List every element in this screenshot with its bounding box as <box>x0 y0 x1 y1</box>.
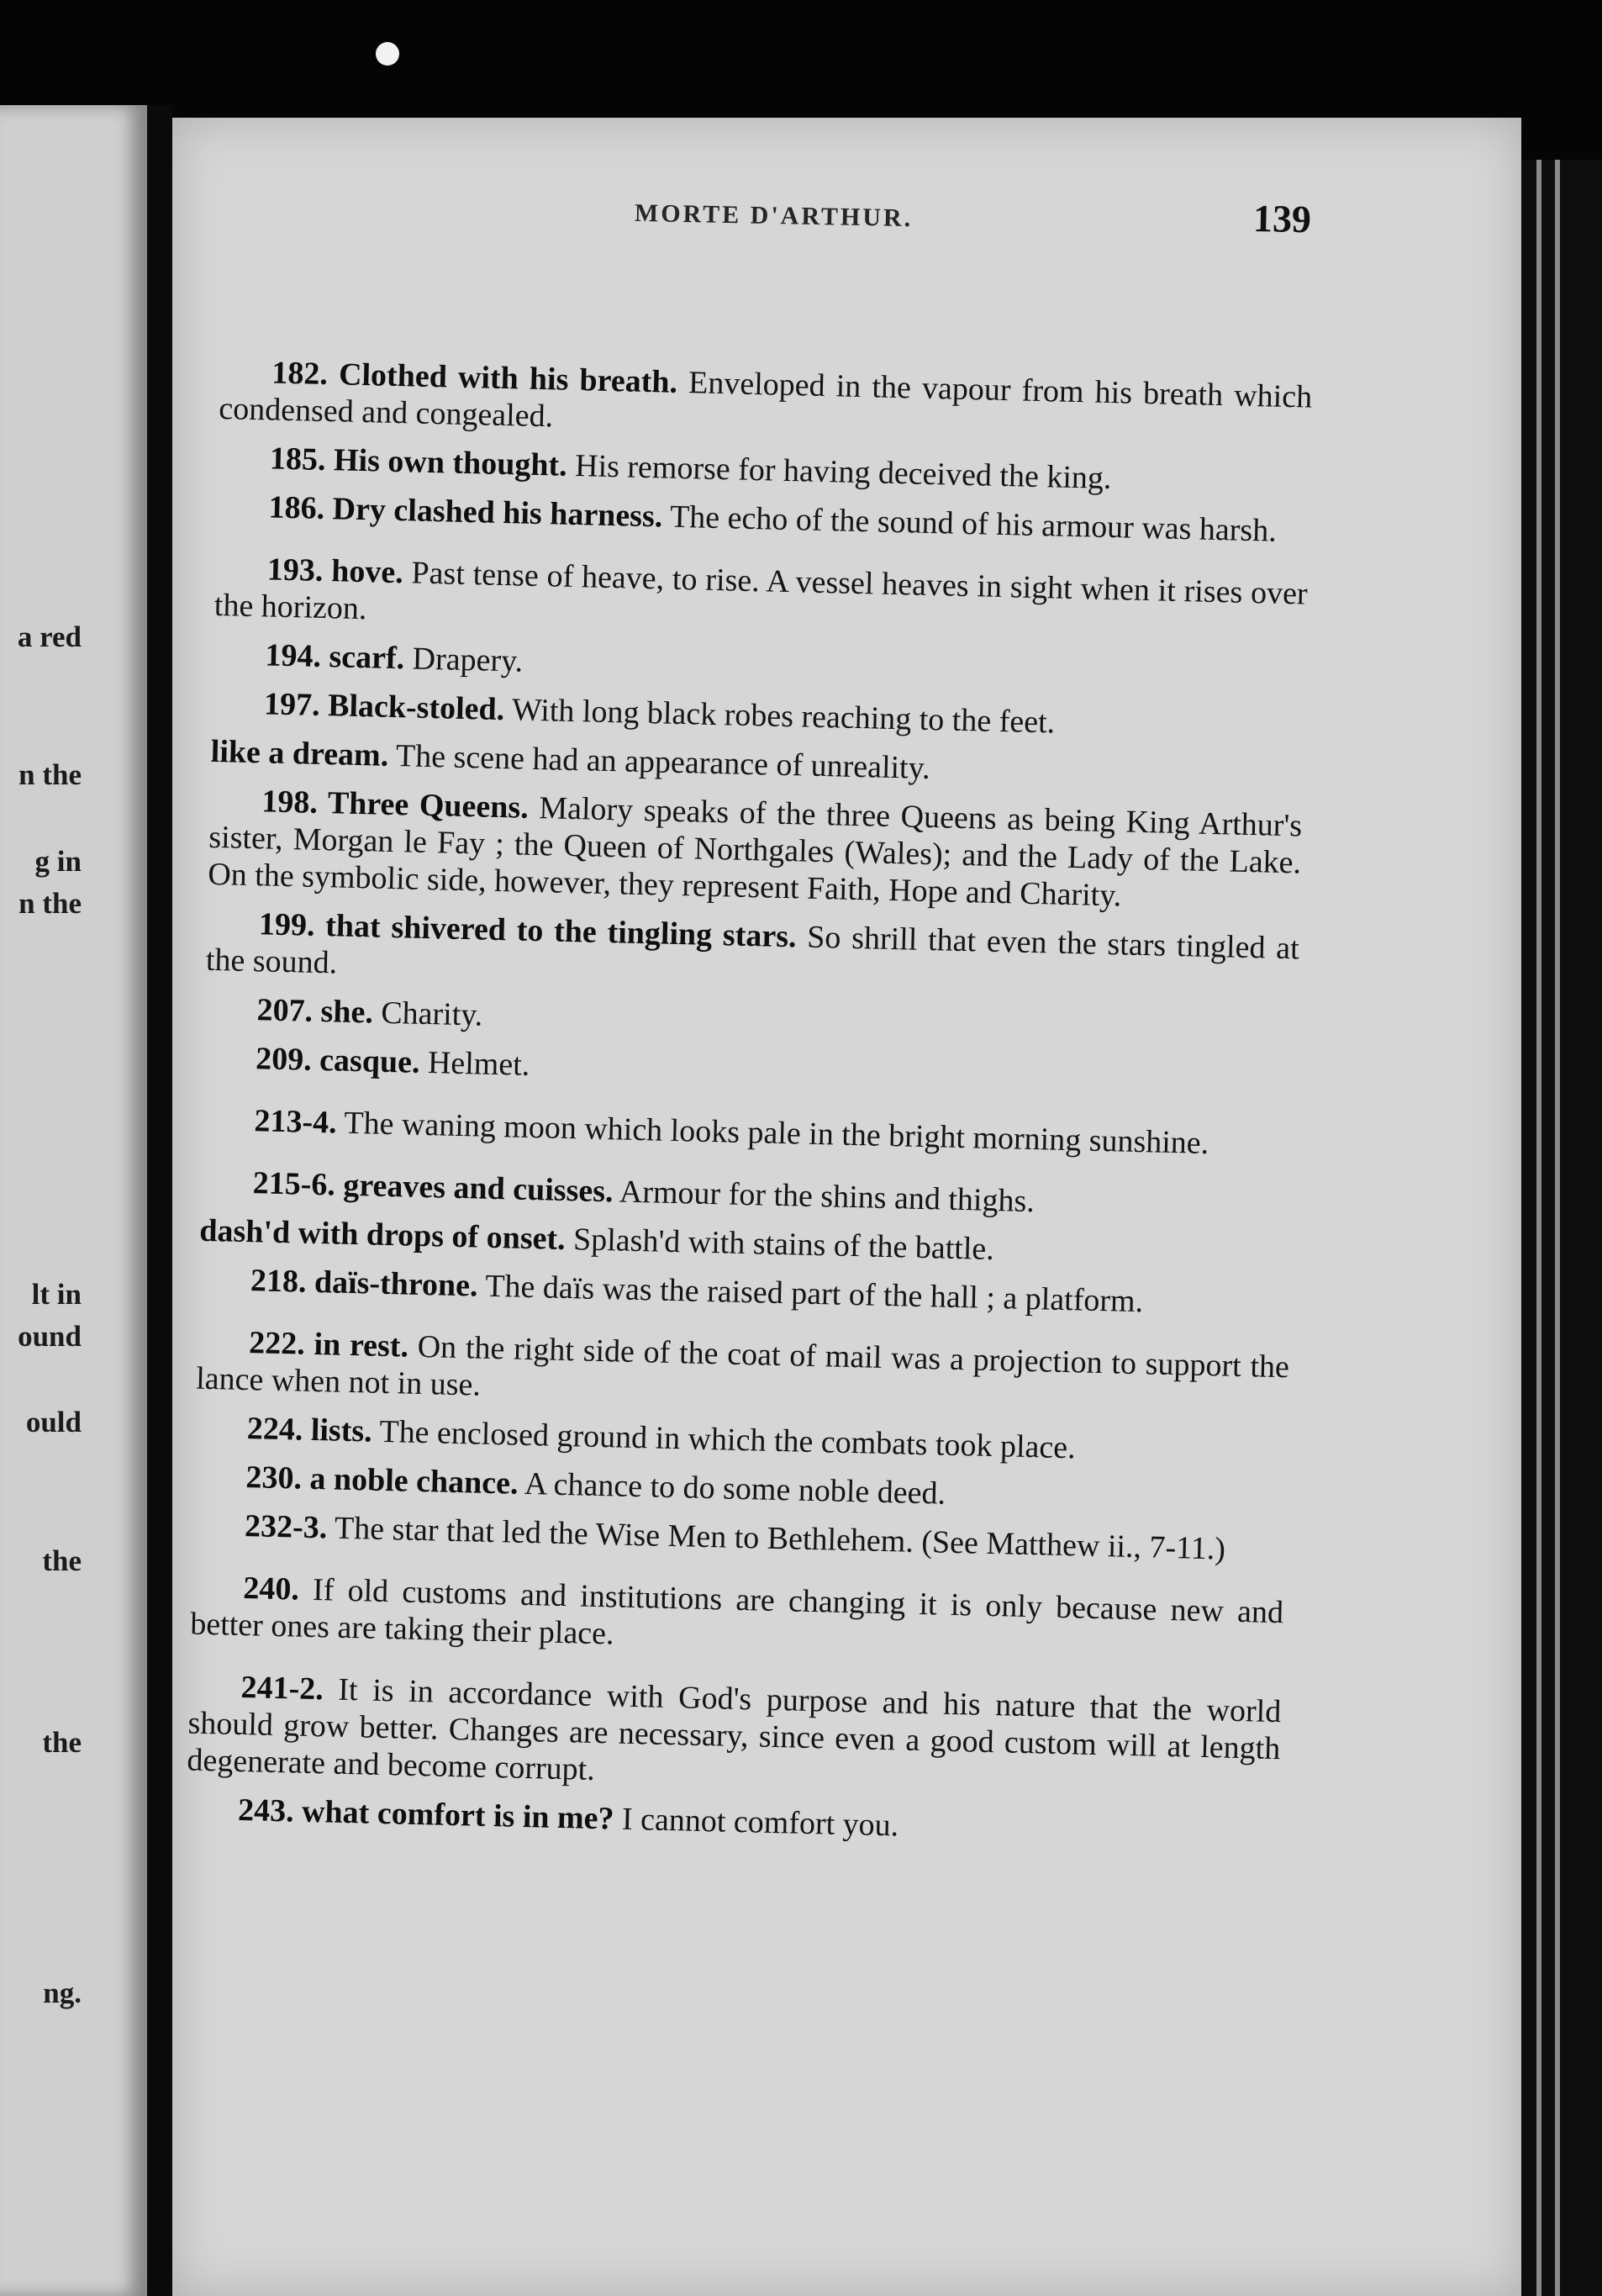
left-line-fragment: the <box>42 1544 82 1577</box>
page-edge <box>1521 160 1602 2296</box>
note-entry <box>190 1569 1284 1669</box>
note-text: Malory speaks of the three Queens as being King Arthur's sister, Morgan le Fay ; the Queen of Northgales (Wales); and the Lady of the Lake. On the symbolic side, however, they represent Faith, Hope and Charity. <box>207 790 1303 914</box>
note-text: A chance to do some noble deed. <box>524 1465 946 1512</box>
note-entry <box>187 1668 1282 1805</box>
left-line-fragment: ound <box>18 1320 82 1353</box>
note-lemma: 194. scarf. <box>265 637 405 677</box>
left-page-fragment <box>0 105 147 2296</box>
note-lemma: 240. <box>242 1570 300 1607</box>
note-lemma: 222. in rest. <box>248 1325 409 1364</box>
note-text: The enclosed ground in which the combats took place. <box>379 1413 1077 1466</box>
note-text: Past tense of heave, to rise. A vessel heaves in sight when it rises over the horizon. <box>213 555 1309 627</box>
left-line-fragment: ng. <box>43 1977 82 2009</box>
note-lemma: 207. she. <box>256 992 374 1031</box>
note-lemma: 213-4. <box>254 1103 338 1141</box>
note-text: The star that led the Wise Men to Bethlehem. (See Matthew ii., 7-11.) <box>334 1510 1226 1567</box>
left-line-fragment: g in <box>34 845 82 878</box>
left-line-fragment: n the <box>18 887 82 920</box>
note-entry <box>196 1323 1290 1423</box>
note-text: So shrill that even the stars tingled at the sound. <box>205 919 1300 981</box>
note-lemma: 199. that shivered to the tingling stars. <box>258 906 798 955</box>
book-gutter <box>147 105 172 2296</box>
note-lemma: 197. Black-stoled. <box>263 686 505 728</box>
left-line-fragment: a red <box>17 620 82 653</box>
note-text: Helmet. <box>427 1045 530 1083</box>
note-lemma: 218. daïs-throne. <box>250 1263 479 1304</box>
note-lemma: 185. His own thought. <box>269 441 568 483</box>
note-text: His remorse for having deceived the king. <box>574 447 1112 497</box>
notes-list <box>185 353 1312 1865</box>
note-entry <box>202 1101 1295 1164</box>
note-lemma: 243. what comfort is in me? <box>237 1792 615 1837</box>
left-line-fragment: the <box>42 1726 82 1759</box>
note-entry <box>205 905 1299 1005</box>
note-text: It is in accordance with God's purpose and his nature that the world should grow better. Changes are necessary, since even a good custom will at length degenerate and become corrupt. <box>187 1671 1282 1787</box>
note-text: Splash'd with stains of the battle. <box>572 1222 995 1267</box>
note-lemma: 186. Dry clashed his harness. <box>268 489 663 535</box>
left-line-fragment: lt in <box>31 1278 82 1311</box>
scanner-mark <box>376 42 399 66</box>
left-line-fragment: n the <box>18 758 82 791</box>
left-line-fragment: ould <box>25 1406 82 1438</box>
note-entry <box>208 782 1303 919</box>
note-lemma: 232-3. <box>244 1508 328 1546</box>
note-text: The waning moon which looks pale in the bright morning sunshine. <box>343 1105 1209 1161</box>
note-text: The echo of the sound of his armour was harsh. <box>669 499 1278 549</box>
note-lemma: 209. casque. <box>255 1041 420 1080</box>
note-text: The daïs was the raised part of the hall ; a platform. <box>484 1268 1144 1320</box>
note-lemma: like a dream. <box>210 733 389 773</box>
running-title: MORTE D'ARTHUR. <box>634 198 914 233</box>
note-entry <box>213 550 1308 650</box>
note-text: Armour for the shins and thighs. <box>619 1174 1036 1220</box>
note-text: With long black robes reaching to the feet. <box>511 692 1056 741</box>
note-lemma: 224. lists. <box>246 1411 373 1449</box>
page-number: 139 <box>1252 196 1312 241</box>
note-text: On the right side of the coat of mail was a projection to support the lance when not in use. <box>195 1328 1290 1403</box>
note-lemma: 198. Three Queens. <box>261 784 530 826</box>
note-text: Drapery. <box>412 641 524 679</box>
note-lemma: 182. Clothed with his breath. <box>271 355 678 400</box>
note-lemma: 241-2. <box>240 1670 324 1707</box>
note-text: Charity. <box>380 995 483 1033</box>
note-lemma: 193. hove. <box>266 552 404 591</box>
note-lemma: dash'd with drops of onset. <box>198 1212 566 1257</box>
note-lemma: 215-6. greaves and cuisses. <box>252 1165 614 1210</box>
note-text: The scene had an appearance of unreality. <box>395 738 931 787</box>
note-text: Enveloped in the vapour from his breath which condensed and congealed. <box>218 365 1313 435</box>
note-text: I cannot comfort you. <box>621 1801 899 1844</box>
note-text: If old customs and institutions are changing it is only because new and better ones are taking their place. <box>189 1572 1284 1652</box>
note-lemma: 230. a noble chance. <box>245 1459 519 1502</box>
